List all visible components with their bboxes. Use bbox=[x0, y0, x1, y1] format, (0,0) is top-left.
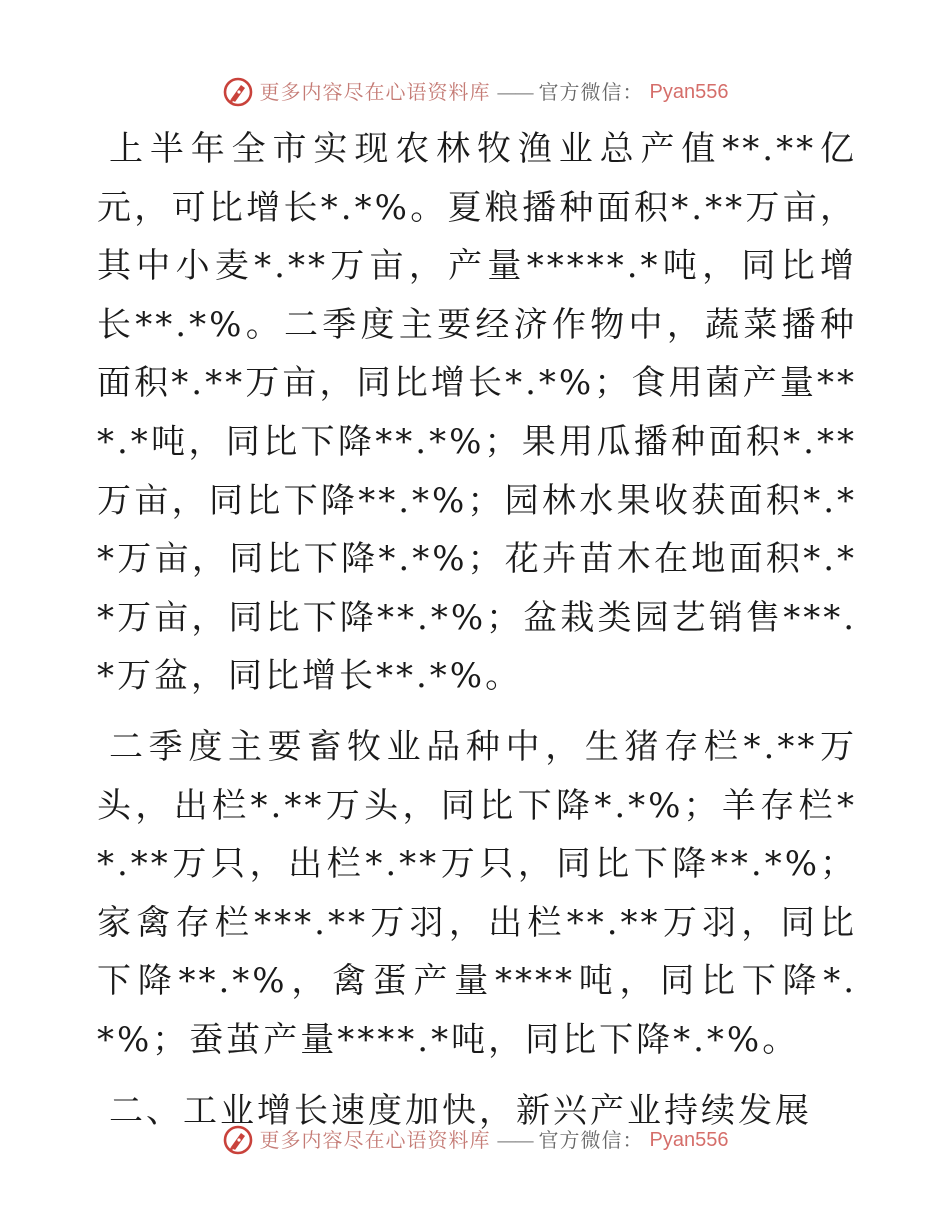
header-banner bbox=[0, 72, 950, 112]
banner-main-text: 更多内容尽在心语资料库 bbox=[259, 1128, 491, 1152]
paragraph-livestock: 二季度主要畜牧业品种中，生猪存栏*.**万头，出栏*.**万头，同比下降*.*%；羊存栏**.**万只，出栏*.**万只，同比下降**.*%；家禽存栏***.**万羽，出栏**.**万羽，同比下降**.*%，禽蛋产量****吨，同比下降*.*%；蚕茧产量****.*吨，同比下降*.*%。 bbox=[97, 726, 857, 1060]
pen-nib-circle-icon bbox=[222, 76, 254, 108]
pen-nib-circle-icon bbox=[222, 1124, 254, 1156]
document-body bbox=[97, 120, 857, 1140]
banner-dash: —— bbox=[496, 1128, 533, 1152]
footer-banner bbox=[0, 1120, 950, 1160]
banner-wechat-id: Pyan556 bbox=[649, 1129, 729, 1151]
banner-dash: —— bbox=[496, 80, 533, 104]
paragraph-agriculture: 上半年全市实现农林牧渔业总产值**.**亿元，可比增长*.*%。夏粮播种面积*.**万亩，其中小麦*.**万亩，产量*****.*吨，同比增长**.*%。二季度主要经济作物中，蔬菜播种面积*.**万亩，同比增长*.*%；食用菌产量***.*吨，同比下降**.*%；果用瓜播种面积*.**万亩，同比下降**.*%；园林水果收获面积*.**万亩，同比下降*.*%；花卉苗木在地面积*.**万亩，同比下降**.*%；盆栽类园艺销售***.*万盆，同比增长**.*%。 bbox=[97, 129, 857, 697]
banner-wechat-label: 官方微信： bbox=[538, 80, 644, 104]
banner-wechat-label: 官方微信： bbox=[538, 1128, 644, 1152]
section-heading: 二、工业增长速度加快，新兴产业持续发展 bbox=[109, 1090, 812, 1131]
banner-wechat-id: Pyan556 bbox=[649, 81, 729, 103]
banner-main-text: 更多内容尽在心语资料库 bbox=[259, 80, 491, 104]
